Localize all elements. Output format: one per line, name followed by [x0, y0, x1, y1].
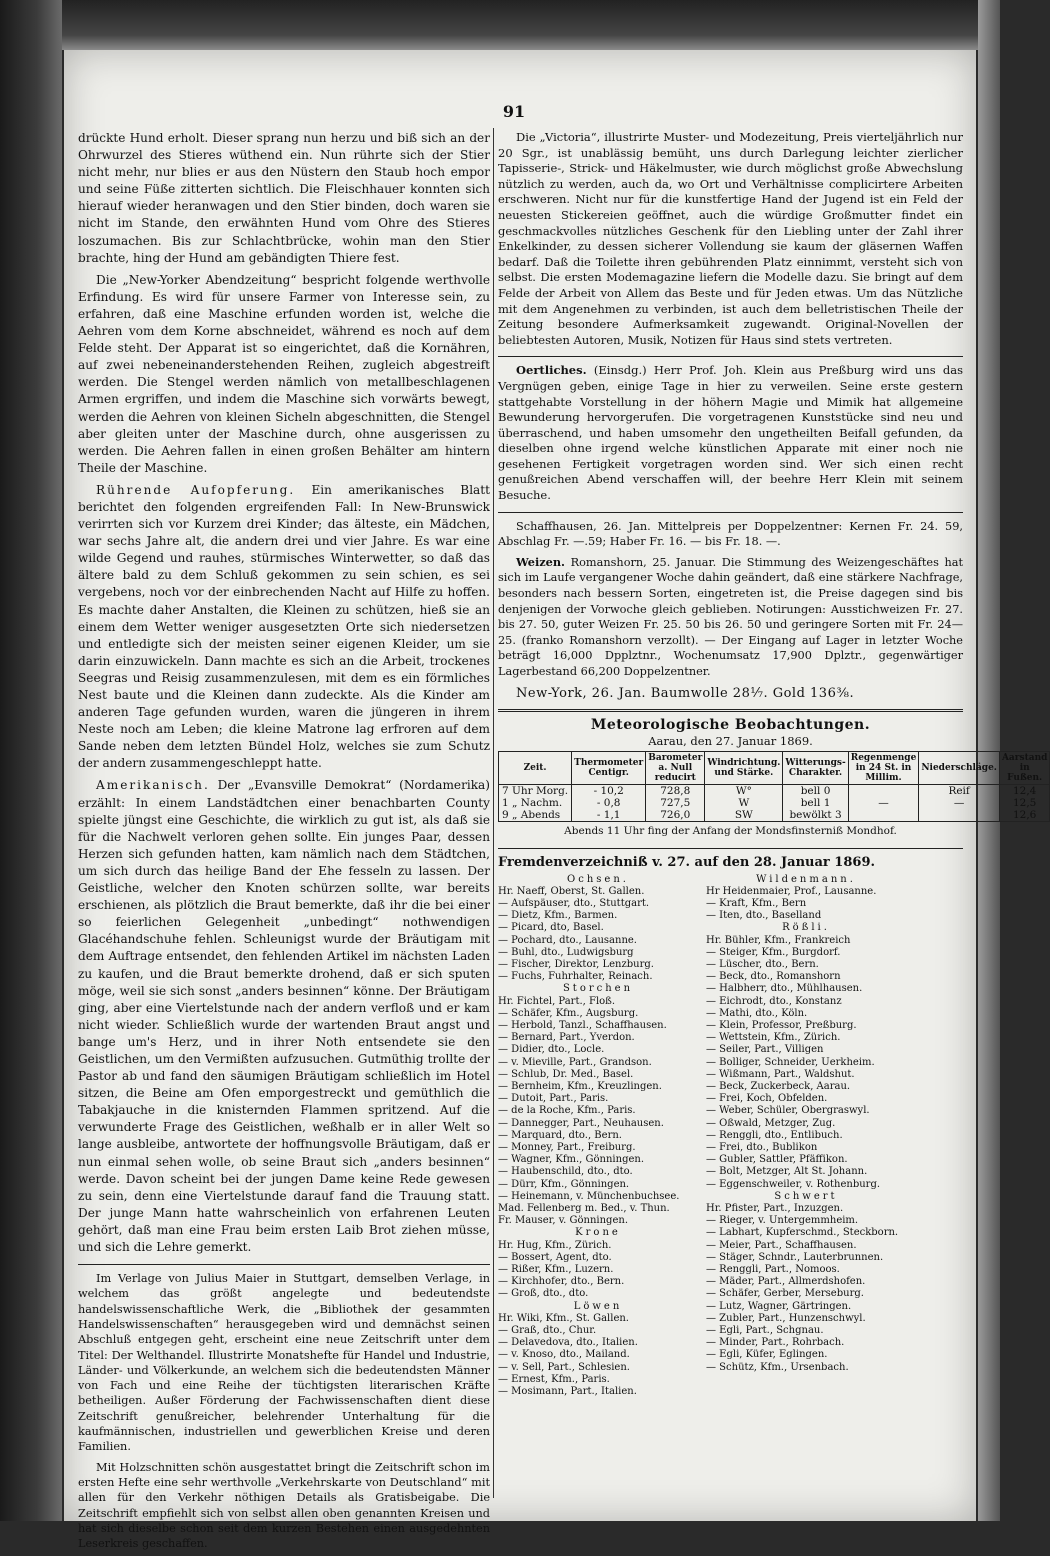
guest-entry: — Oßwald, Metzger, Zug. — [706, 1117, 836, 1129]
meteo-header-cell: Zeit. — [499, 752, 572, 785]
meteo-cell-precip: — — [919, 797, 1000, 809]
guest-entry: — Groß, dto., dto. — [498, 1288, 589, 1300]
guest-entry: — Schäfer, Gerber, Merseburg. — [706, 1288, 864, 1300]
meteo-header-cell: Niederschläge. — [919, 752, 1000, 785]
guest-entry: — Bolt, Metzger, Alt St. Johann. — [706, 1166, 868, 1178]
meteo-title: Meteorologische Beobachtungen. — [590, 717, 871, 734]
guest-entry: Hr. Naeff, Oberst, St. Gallen. — [498, 885, 645, 897]
divider-rule — [78, 1264, 490, 1265]
guest-entry: — Marquard, dto., Bern. — [498, 1129, 622, 1141]
guest-entry: — Gubler, Sattler, Pfäffikon. — [706, 1154, 848, 1166]
fremden-title: Fremdenverzeichniß v. 27. auf den 28. Januar 1869. — [498, 854, 876, 870]
guest-entry: — Eggenschweiler, v. Rothenburg. — [706, 1178, 881, 1190]
guest-entry: — Minder, Part., Rohrbach. — [706, 1337, 845, 1349]
guest-entry: — Dürr, Kfm., Gönningen. — [498, 1178, 630, 1190]
divider-rule — [498, 356, 963, 357]
meteo-cell-level: 12,6 — [999, 809, 1049, 822]
article-american-heading: Amerikanisch. — [96, 778, 210, 793]
article-dog-bull: drückte Hund erholt. Dieser sprang nun herzu und biß sich an der Ohrwurzel des Stieres wüthend ein. Nun rührte sich der Stier nicht mehr, nur blies er aus den Nüstern den Staub hoch empor und seine Füße zitterten sichtlich. Die Fleischhauer konnten sich hierauf wieder heranwagen und den Stier binden, doch waren sie nicht im Stande, den erwähnten Hund vom Ohre des Stieres loszumachen. Bis zur Schlachtbrücke, wohin man den Stier brachte, hing der Hund am gebändigten Thiere fest. — [78, 131, 490, 265]
guest-entry: — Schütz, Kfm., Ursenbach. — [706, 1361, 849, 1373]
meteo-cell-precip: Reif — [919, 785, 1000, 798]
meteo-cell-baro: 727,5 — [646, 797, 705, 809]
guest-entry: — Mathi, dto., Köln. — [706, 1007, 808, 1019]
guest-entry: — Halbherr, dto., Mühlhausen. — [706, 983, 863, 995]
meteo-subtitle: Aarau, den 27. Januar 1869. — [648, 733, 813, 748]
guest-entry: — Bolliger, Schneider, Uerkheim. — [706, 1056, 875, 1068]
guest-entry: — Eichrodt, dto., Konstanz — [706, 995, 842, 1007]
meteo-cell-rain — [848, 809, 919, 822]
guest-entry: — Dannegger, Part., Neuhausen. — [498, 1117, 664, 1129]
guest-entry: — Bossert, Agent, dto. — [498, 1251, 612, 1263]
guest-entry: — Renggli, Part., Nomoos. — [706, 1264, 840, 1276]
article-oertliches — [498, 363, 963, 503]
guest-entry: Hr Heidenmaier, Prof., Lausanne. — [706, 885, 877, 897]
guest-entry: — v. Mieville, Part., Grandson. — [498, 1056, 652, 1068]
guest-entry: — Frei, dto., Bublikon — [706, 1142, 818, 1154]
guest-entry: — Wißmann, Part., Waldshut. — [706, 1068, 855, 1080]
guest-entry: — Wagner, Kfm., Gönningen. — [498, 1154, 645, 1166]
meteo-row — [499, 809, 1050, 822]
guest-entry: — Dietz, Kfm., Barmen. — [498, 910, 618, 922]
guest-entry: — Picard, dto, Basel. — [498, 922, 604, 934]
meteo-cell-time: 7 Uhr Morg. — [499, 785, 572, 798]
fremden-column-right — [706, 874, 906, 1374]
meteo-cell-weather: bell 1 — [783, 797, 848, 809]
guest-entry: Hr. Pfister, Part., Inzuzgen. — [706, 1203, 844, 1215]
hotel-name: Storchen — [562, 983, 634, 995]
market-newyork: New-York, 26. Jan. Baumwolle 28⅐. Gold 136⅜. — [516, 685, 855, 701]
guest-entry: — Zubler, Part., Hunzenschwyl. — [706, 1312, 866, 1324]
left-column — [78, 130, 490, 1556]
guest-entry: — Dutoit, Part., Paris. — [498, 1093, 609, 1105]
guest-entry: — Buhl, dto., Ludwigsburg — [498, 946, 634, 958]
divider-rule — [498, 512, 963, 513]
guest-entry: — Frei, Koch, Obfelden. — [706, 1093, 828, 1105]
guest-entry: — Bernheim, Kfm., Kreuzlingen. — [498, 1081, 662, 1093]
page-number: 91 — [502, 102, 526, 121]
article-sacrifice — [78, 482, 490, 773]
meteo-cell-level: 12,4 — [999, 785, 1049, 798]
meteo-footnote: Abends 11 Uhr fing der Anfang der Mondsfinsterniß Mondhof. — [564, 825, 897, 838]
meteo-cell-weather: bewölkt 3 — [783, 809, 848, 822]
guest-entry: — Pochard, dto., Lausanne. — [498, 934, 637, 946]
article-sacrifice-text: Ein amerikanisches Blatt berichtet den folgenden ergreifenden Fall: In New-Brunswick verirrten sich vor Kurzem drei Kinder; das älteste, ein Mädchen, war sechs Jahre alt, die andern drei und vier Jahre. Es war eine wilde Gegend und rauhes, stürmisches Winterwetter, so daß das ältere bald zu dem Schluß gekommen zu sein schien, es sei vergebens, noch vor der einbrechenden Nacht auf Hilfe zu hoffen. Es machte daher Anstalten, die Kleinen zu schützen, hieß sie an einem dem Wetter weniger ausgesetzten Orte sich niedersetzen und entledigte sich der meisten seiner eigenen Kleider, um sie darin einzuwickeln. Dann machte es sich an die Arbeit, trockenes Seegras und Reisig zusammenzulesen, mit dem es ein förmliches Nest baute und die Kleinen dann zudeckte. Als die Kinder am anderen Tage gefunden wurden, waren die jüngeren in ihrem Neste noch am Leben; die kleine Matrone lag erfroren auf dem Sande neben dem letzten Bündel Holz, welches sie zum Schutz der andern zusammengeschleppt hatte. — [78, 482, 490, 771]
fremden-column-left — [498, 874, 698, 1399]
guest-entry: — Aufspäuser, dto., Stuttgart. — [498, 897, 650, 909]
meteo-cell-wind: W — [705, 797, 783, 809]
advert-welthandel-2: Mit Holzschnitten schön ausgestattet bringt die Zeitschrift schon im ersten Hefte eine sehr werthvolle „Verkehrskarte von Deutschland“ mit allen für den Verkehr nöthigen Details als Gratisbeigabe. Die Zeitschrift empfiehlt sich von selbst allen oben genannten Kreisen und hat sich dieselbe schon seit dem kurzen Bestehen einen ausgedehnten Leserkreis geschaffen. — [78, 1460, 490, 1551]
meteo-cell-temp: - 1,1 — [572, 809, 646, 822]
meteo-header-cell: Witterungs-Charakter. — [783, 752, 848, 785]
guest-entry: — Fuchs, Fuhrhalter, Reinach. — [498, 971, 653, 983]
guest-entry: — Schäfer, Kfm., Augsburg. — [498, 1007, 639, 1019]
guest-entry: — Egli, Küfer, Eglingen. — [706, 1349, 828, 1361]
guest-entry: Mad. Fellenberg m. Bed., v. Thun. — [498, 1203, 670, 1215]
guest-entry: — Delavedova, dto., Italien. — [498, 1337, 638, 1349]
meteo-cell-precip — [919, 809, 1000, 822]
article-american — [78, 777, 490, 1256]
meteo-cell-rain — [848, 785, 919, 798]
advert-welthandel: Im Verlage von Julius Maier in Stuttgart, demselben Verlage, in welchem das größt angelegte und bedeutendste handelswissenschaftliche Werk, die „Bibliothek der gesammten Handelswissenschaften“ herausgegeben wird und demnächst seinen Abschluß entgegen geht, erscheint eine neue Zeitschrift unter dem Titel: Der Welthandel. Illustrirte Monatshefte für Handel und Industrie, Länder- und Völkerkunde, an welchem sich die bedeutendsten Männer von Fach und eine Reihe der tüchtigsten literarischen Kräfte betheiligen. Außer Förderung der Fachwissenschaften dient diese Zeitschrift genußreicher, belehrender Unterhaltung für die kaufmännischen, industriellen und gewerblichen Kreise und deren Familien. — [78, 1272, 490, 1454]
meteo-header-cell: Windrichtung. und Stärke. — [705, 752, 783, 785]
guest-entry: — Beck, dto., Romanshorn — [706, 971, 841, 983]
guest-entry: — Kraft, Kfm., Bern — [706, 897, 807, 909]
meteo-cell-level: 12,5 — [999, 797, 1049, 809]
guest-entry: — de la Roche, Kfm., Paris. — [498, 1105, 636, 1117]
column-divider — [493, 128, 494, 1498]
guest-entry: — Labhart, Kupferschmd., Steckborn. — [706, 1227, 899, 1239]
guest-entry: Hr. Fichtel, Part., Floß. — [498, 995, 616, 1007]
market-romanshorn — [498, 555, 963, 680]
guest-entry: Hr. Bühler, Kfm., Frankreich — [706, 934, 851, 946]
guest-entry: — Herbold, Tanzl., Schaffhausen. — [498, 1020, 667, 1031]
guest-entry: — Kirchhofer, dto., Bern. — [498, 1276, 625, 1288]
meteo-table — [498, 751, 1050, 822]
scan-border-left — [0, 0, 62, 1521]
scan-border-top — [0, 0, 1000, 50]
guest-entry: — Egli, Part., Schgnau. — [706, 1325, 824, 1337]
guest-entry: — Heinemann, v. Münchenbuchsee. — [498, 1190, 680, 1202]
article-invention: Die „New-Yorker Abendzeitung“ bespricht folgende werthvolle Erfindung. Es wird für unsere Farmer von Interesse sein, zu erfahren, daß eine Maschine erfunden worden ist, welche die Aehren vom dem Korne abschneidet, während es noch auf dem Felde steht. Der Apparat ist so eingerichtet, daß die Kornähren, auf zwei nebeneinanderstehenden Reihen, zugleich abgestreift werden. Die Stengel werden nämlich von metallbeschlagenen Armen ergriffen, und indem die Maschine sich vorwärts bewegt, werden die Aehren von kleinen Sicheln abgeschnitten, die Stengel aber gleiten unter der Maschine durch, ohne ausgerissen zu werden. Die Aehren fallen in einen großen Behälter am hintern Theile der Maschine. — [78, 272, 490, 475]
guest-entry: — Mosimann, Part., Italien. — [498, 1386, 637, 1398]
meteo-cell-temp: - 10,2 — [572, 785, 646, 798]
meteo-cell-wind: W° — [705, 785, 783, 798]
divider-double-rule — [498, 709, 963, 712]
market-romanshorn-heading: Weizen. — [516, 554, 565, 569]
guest-entry: — Fischer, Direktor, Lenzburg. — [498, 958, 654, 970]
guest-entry: Hr. Hug, Kfm., Zürich. — [498, 1239, 612, 1251]
guest-entry: — Bernard, Part., Yverdon. — [498, 1032, 635, 1044]
hotel-name: Ochsen. — [567, 873, 629, 885]
meteo-cell-rain: — — [848, 797, 919, 809]
guest-entry: — Stäger, Schndr., Lauterbrunnen. — [706, 1251, 884, 1263]
meteo-cell-temp: - 0,8 — [572, 797, 646, 809]
market-schaffhausen: Schaffhausen, 26. Jan. Mittelpreis per Doppelzentner: Kernen Fr. 24. 59, Abschlag Fr. —.59; Haber Fr. 16. — bis Fr. 18. —. — [498, 519, 963, 549]
meteo-cell-wind: SW — [705, 809, 783, 822]
guest-entry: — Rieger, v. Untergemmheim. — [706, 1215, 859, 1227]
hotel-name: Wildenmann. — [756, 873, 856, 885]
market-romanshorn-text: Romanshorn, 25. Januar. Die Stimmung des Weizengeschäftes hat sich im Laufe vergangener Woche dahin geändert, daß eine stärkere Nachfrage, besonders nach bessern Sorten, eingetreten ist, die Preise dagegen sind bis denjenigen der Vorwoche gleich geblieben. Notirungen: Ausstichweizen Fr. 27. bis 27. 50, guter Weizen Fr. 25. 50 bis 26. 50 und geringere Sorten mit Fr. 24—25. (franko Romanshorn verzollt). — Der Eingang auf Lager in letzter Woche beträgt 16,000 Dpplztnr., Wochenumsatz 17,900 Dplztr., gegenwärtiger Lagerbestand 66,200 Doppelzentner. — [498, 555, 964, 678]
guest-entry: — Iten, dto., Baselland — [706, 910, 822, 922]
meteo-header-cell: Regenmenge in 24 St. in Millim. — [848, 752, 919, 785]
guest-entry: — Wettstein, Kfm., Zürich. — [706, 1032, 841, 1044]
guest-entry: — Meier, Part., Schaffhausen. — [706, 1239, 857, 1251]
guest-entry: — v. Knoso, dto., Mailand. — [498, 1349, 630, 1361]
guest-entry: — Mäder, Part., Allmerdshofen. — [706, 1276, 866, 1288]
guest-entry: — v. Sell, Part., Schlesien. — [498, 1361, 630, 1373]
hotel-name: Schwert — [774, 1190, 838, 1202]
meteo-row — [499, 785, 1050, 798]
guest-entry: Hr. Wiki, Kfm., St. Gallen. — [498, 1312, 629, 1324]
guest-entry: — Lüscher, dto., Bern. — [706, 958, 819, 970]
article-victoria: Die „Victoria“, illustrirte Muster- und Modezeitung, Preis vierteljährlich nur 20 Sgr., ist unablässig bemüht, uns durch Darlegung leichter zierlicher Tapisserie-, Strick- und Häkelmuster, wie durch möglichst große Abwechslung nützlich zu werden, auch da, wo Ort und Verhältnisse complicirtere Arbeiten erschweren. Nicht nur für die kunstfertige Hand der Jugend ist ein Feld der neuesten Stickereien geöffnet, auch die würdige Großmutter findet ein geschmackvolles nützliches Geschenk für den Liebling unter der Zahl ihrer Enkelkinder, zu dessen sicherer Vollendung sie kaum der gläsernen Waffen bedarf. Daß die Toilette ihren gebührenden Platz einnimmt, versteht sich von selbst. Die ersten Modemagazine liefern die Modelle dazu. Sie bringt auf dem Felde der Arbeit von Allem das Beste und für Jeden etwas. Um das Nützliche mit dem Angenehmen zu verbinden, ist auch dem belletristischen Theile der Zeitung besondere Aufmerksamkeit zugewandt. Original-Novellen der beliebtesten Autoren, Musik, Notizen für Haus sind stets vertreten. — [498, 130, 963, 347]
article-oertliches-heading: Oertliches. — [516, 363, 587, 378]
meteo-header-cell: Aarstand in Fußen. — [999, 752, 1049, 785]
hotel-name: Rößli. — [782, 922, 830, 934]
article-sacrifice-heading: Rührende Aufopferung. — [96, 482, 296, 497]
right-column — [498, 130, 1048, 1398]
meteo-cell-time: 9 „ Abends — [499, 809, 572, 822]
meteo-cell-baro: 726,0 — [646, 809, 705, 822]
guest-entry: — Monney, Part., Freiburg. — [498, 1142, 636, 1154]
guest-entry: — Rißer, Kfm., Luzern. — [498, 1264, 614, 1276]
guest-entry: — Klein, Professor, Preßburg. — [706, 1020, 857, 1031]
article-american-text: Der „Evansville Demokrat“ (Nordamerika) erzählt: In einem Landstädtchen einer benachbarten County spielte jüngst eine Geschichte, die wirklich zu gut ist, als daß sie für die Nachwelt verloren gehen sollte. Ein junges Paar, dessen Herzen sich gefunden hatten, kam nämlich nach dem Städtchen, um sich durch das heilige Band der Ehe fesseln zu lassen. Der Geistliche, welcher den Knoten schürzen sollte, war bereits erschienen, als plötzlich die Braut bemerkte, daß ihr die bei einer so feierlichen Gelegenheit „unbedingt“ nothwendigen Glacéhandschuhe fehlen. Schleunigst wurde der Bräutigam mit dem Auftrage entsendet, den fehlenden Artikel im nächsten Laden zu kaufen, und die Braut bemerkte drohend, daß er sich sputen möge, weil sie sich sonst „anders besinnen“ könne. Der Bräutigam ging, aber eine Viertelstunde nach der andern verfloß und er kam nicht wieder. Schließlich wurde der wartenden Braut angst und bange um's Herz, und in ihrer Noth entsendete sie den Geistlichen, um den Vermißten aufzusuchen. Gutmüthig trollte der Pastor ab und fand den säumigen Bräutigam schließlich im Hotel sitzen, die Beine am Ofen emporgestreckt und gemüthlich die Tabakjauche in die knisternden Flammen spritzend. Auf die verwunderte Frage des Geistlichen, weßhalb er in aller Welt so lange ausbleibe, antwortete der hoffnungsvolle Bräutigam, daß er nun einmal sehen wolle, ob seine Braut sich „anders besinnen“ werde. Davon scheint bei der jungen Dame keine Rede gewesen zu sein, denn eine Viertelstunde darauf fand die Trauung statt. Der junge Mann hatte wahrscheinlich von erfahrenen Leuten gehört, daß man eine Frau beim ersten Laib Brot ziehen müsse, und sich die Lehre gemerkt. — [78, 778, 490, 1254]
guest-entry: — Seiler, Part., Villigen — [706, 1044, 824, 1056]
meteo-header-cell: Thermometer Centigr. — [572, 752, 646, 785]
guest-entry: — Haubenschild, dto., dto. — [498, 1166, 633, 1178]
meteo-cell-baro: 728,8 — [646, 785, 705, 798]
divider-rule — [498, 848, 963, 849]
hotel-name: Krone — [575, 1227, 621, 1239]
meteo-row — [499, 797, 1050, 809]
newspaper-page — [64, 50, 1048, 1551]
guest-entry: — Beck, Zuckerbeck, Aarau. — [706, 1081, 851, 1093]
guest-entry: — Lutz, Wagner, Gärtringen. — [706, 1300, 852, 1312]
meteo-cell-weather: bell 0 — [783, 785, 848, 798]
hotel-name: Löwen — [573, 1300, 623, 1312]
guest-entry: — Schlub, Dr. Med., Basel. — [498, 1068, 634, 1080]
guest-entry: — Didier, dto., Locle. — [498, 1044, 605, 1056]
meteo-header-row — [499, 752, 1050, 785]
meteo-header-cell: Barometer a. Null reducirt — [646, 752, 705, 785]
guest-entry: Fr. Mauser, v. Gönningen. — [498, 1215, 628, 1227]
article-oertliches-text: (Einsdg.) Herr Prof. Joh. Klein aus Preßburg wird uns das Vergnügen geben, einige Tage in hier zu verweilen. Seine erste gestern stattgehabte Vorstellung in der höhern Magie und Mimik hat allgemeine Bewunderung hervorgerufen. Die vorgetragenen Kunststücke sind neu und überraschend, und haben umsomehr den ungetheilten Beifall gefunden, da dieselben ohne irgend welche künstlichen Apparate mit einer noch nie gesehenen Fertigkeit vorgetragen worden sind. Wer sich einen recht genußreichen Abend verschaffen will, der beehre Herr Klein mit seinem Besuche. — [498, 363, 964, 503]
guest-entry: — Ernest, Kfm., Paris. — [498, 1373, 610, 1385]
guest-entry: — Graß, dto., Chur. — [498, 1325, 597, 1337]
guest-entry: — Weber, Schüler, Obergraswyl. — [706, 1105, 870, 1117]
guest-entry: — Renggli, dto., Entlibuch. — [706, 1129, 843, 1141]
guest-entry: — Steiger, Kfm., Burgdorf. — [706, 946, 841, 958]
meteo-cell-time: 1 „ Nachm. — [499, 797, 572, 809]
